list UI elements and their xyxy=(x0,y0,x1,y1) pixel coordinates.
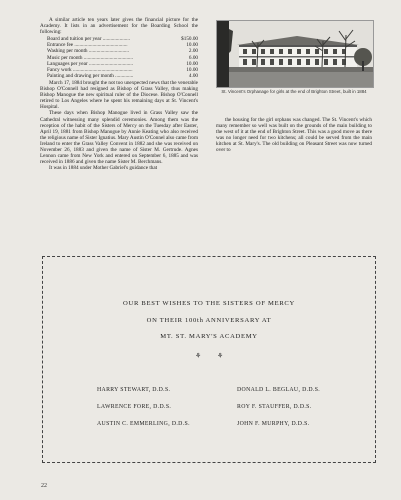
advertisement-box xyxy=(42,256,376,463)
fee-label: Languages per year .................................. xyxy=(47,60,134,67)
page-number: 22 xyxy=(41,483,47,489)
ad-heading-line-1: OUR BEST WISHES TO THE SISTERS OF MERCY xyxy=(123,300,295,307)
dentist-name: AUSTIN C. EMMERLING, D.D.S. xyxy=(97,421,190,427)
fee-label: Entrance fee ......................................... xyxy=(47,42,128,49)
ad-heading-line-3: MT. ST. MARY'S ACADEMY xyxy=(160,333,258,340)
fee-amount: 6.00 xyxy=(188,54,198,61)
fee-amount: 10.00 xyxy=(186,60,198,67)
fee-row xyxy=(47,73,198,79)
fee-amount: $150.00 xyxy=(181,36,198,43)
intro-paragraph: A similar article ten years later gives the financial picture for the Academy. It lists in an advertisement for the Boarding School the following: xyxy=(40,17,198,36)
ornament-right-icon: ⚘ xyxy=(217,352,224,360)
right-column xyxy=(216,117,372,154)
fee-list xyxy=(47,36,198,79)
left-column xyxy=(40,17,198,171)
orphanage-paragraph-start: It was in 1884 under Mother Gabriel's guidance that xyxy=(49,165,158,172)
ceremonies-paragraph: These days when Bishop Manogue lived in Grass Valley saw the Cathedral witnessing many splendid ceremonies. Among them was the reception of the habit of the Sisters of Mercy on the Tuesday after Easter, April 19, 1881 from Bishop Manogue by Annie Keating who also received the religious name of Sister Ignatius. Mary Austin O'Connel also came from Ireland to enter the Grass Valley Convent in 1882 and she was received on November 26, 1883 and given the name of Sister M. Gertrude. Agnes Lennon came from New York and entered on September 6, 1885 and was received in 1886 and given the name Sister M. Berchmans. xyxy=(40,110,198,166)
dentist-name: DONALD L. BEGLAU, D.D.S. xyxy=(237,387,321,393)
fee-label: Fancy work .............................................. xyxy=(47,66,133,73)
dentist-name: JOHN F. MURPHY, D.D.S. xyxy=(237,421,310,427)
ornament-left-icon: ⚘ xyxy=(195,352,202,360)
photo-caption: St. Vincent's Orphanage for girls at the end of Brighton Street, built in 1884 xyxy=(221,89,367,94)
orphanage-photo xyxy=(216,20,374,88)
fee-amount: 10.00 xyxy=(186,66,198,73)
fee-label: Painting and drawing per month .............. xyxy=(47,72,134,79)
dentist-name: LAWRENCE FORE, D.D.S. xyxy=(97,404,172,410)
fee-label: Board and tuition per year ..................... xyxy=(47,36,130,43)
resignation-paragraph: March 17, 1884 brought the not too unexpected news that the venerable Bishop O'Connell had resigned as Bishop of Grass Valley, thus making Bishop Manogue the new spiritual ruler of the Diocese. Bishop O'Connell retired to Los Angeles where he spent his remaining days at St. Vincent's Hospital. xyxy=(40,79,198,111)
orphanage-paragraph-continued: the housing for the girl orphans was changed. The St. Vincent's which many remember so well was built on the grounds of the main building to the west of it at the end of Brighton Street. This was a good move as there was no longer need for two kitchens; all could be served from the main kitchen at St. Mary's. The old building on Pleasant Street was now turned over to xyxy=(216,117,372,154)
fee-amount: 10.00 xyxy=(186,42,198,49)
fee-amount: 2.00 xyxy=(188,48,198,55)
dentist-name: ROY F. STAUFFER, D.D.S. xyxy=(237,404,312,410)
fee-amount: 4.00 xyxy=(188,72,198,79)
dentist-name: HARRY STEWART, D.D.S. xyxy=(97,387,171,393)
ad-heading-line-2: ON THEIR 100th ANNIVERSARY AT xyxy=(146,317,272,324)
fee-label: Washing per month ............................... xyxy=(47,48,129,55)
fee-label: Music per month ...................................... xyxy=(47,54,134,61)
